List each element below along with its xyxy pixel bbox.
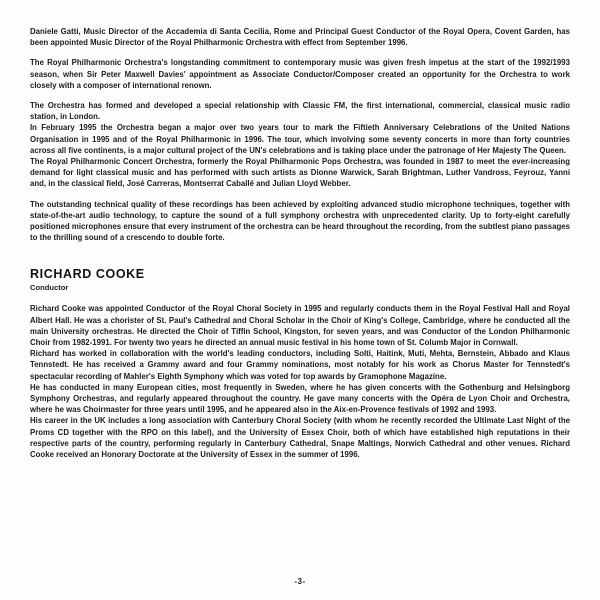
paragraph-contemporary-music: The Royal Philharmonic Orchestra's longstanding commitment to contemporary music was given fresh impetus at the start of the 1992/1993 season, when Sir Peter Maxwell Davies' appointment as Associate Conductor/Composer created an opportunity for the Orchestra to work closely with a composer of international renown.	[30, 58, 570, 90]
section-subtitle-conductor: Conductor	[30, 283, 69, 293]
paragraph-cooke-european-cities: He has conducted in many European cities, most frequently in Sweden, where he has given concerts with the Gothenburg and Helsingborg Symphony Orchestras, and regularly appeared throughout the country. He gave many concerts with the Opéra de Lyon Choir and Orchestra, where he was Choirmaster for three years until 1995, and he appeared also in the Aix-en-Provence festivals of 1992 and 1993.	[30, 382, 570, 415]
paragraph-cooke-uk-career: His career in the UK includes a long association with Canterbury Choral Society (with whom he recently recorded the Ultimate Last Night of the Proms CD together with the RPO on this label), and the University of Essex Choir, both of which have established high reputations in their respective parts of the country, performing regularly in Canterbury Cathedral, Snape Maltings, Norwich Cathedral and other venues. Richard Cooke received an Honorary Doctorate at the University of Essex in the summer of 1996.	[30, 416, 570, 460]
richard-cooke-biography	[30, 303, 570, 460]
paragraph-un-tour: In February 1995 the Orchestra began a major over two years tour to mark the Fiftieth Anniversary Celebrations of the United Nations Organisation in 1995 and of the Royal Philharmonic in 1996. The tour, which involving some seventy concerts in more than forty countries across all five continents, is a major cultural project of the UN's celebrations and is taking place under the patronage of Her Majesty The Queen.	[30, 123, 570, 155]
paragraph-cooke-collaboration: Richard has worked in collaboration with the world's leading conductors, including Solti, Haitink, Muti, Mehta, Bernstein, Abbado and Klaus Tennstedt. He has received a Grammy award and four Grammy nominations, most notably for his work as Chorus Master for Tennstedt's spectacular recording of Mahler's Eighth Symphony which was voted for top awards by Gramophone Magazine.	[30, 349, 570, 381]
paragraph-concert-orchestra: The Royal Philharmonic Concert Orchestra, formerly the Royal Philharmonic Pops Orchestra, was founded in 1987 to meet the ever-increasing demand for light classical music and has performed with such artists as Dionne Warwick, Sarah Brightman, Luther Vandross, Feyrouz, Yanni and, in the classical field, José Carreras, Montserrat Caballé and Julian Lloyd Webber.	[30, 157, 570, 189]
section-title-richard-cooke: RICHARD COOKE	[30, 267, 145, 282]
paragraph-technical-quality: The outstanding technical quality of these recordings has been achieved by exploiting advanced studio microphone techniques, together with state-of-the-art audio technology, to capture the sound of a full symphony orchestra with unprecedented clarity. Up to forty-eight carefully positioned microphones ensure that every instrument of the orchestra can be heard throughout the recording, from the subtlest piano passages to the thrilling sound of a crescendo to double forte.	[30, 199, 570, 243]
page-number: -3-	[294, 577, 306, 586]
paragraph-gatti: Daniele Gatti, Music Director of the Accademia di Santa Cecilia, Rome and Principal Guest Conductor of the Royal Opera, Covent Garden, has been appointed Music Director of the Royal Philharmonic Orchestra with effect from September 1996.	[30, 27, 570, 48]
paragraph-classic-fm: The Orchestra has formed and developed a special relationship with Classic FM, the first international, commercial, classical music radio station, in London.	[30, 101, 570, 122]
paragraph-cooke-appointment: Richard Cooke was appointed Conductor of the Royal Choral Society in 1995 and regularly conducts them in the Royal Festival Hall and Royal Albert Hall. He was a chorister of St. Paul's Cathedral and Choral Scholar in the Choir of King's College, Cambridge, where he conducted all the main University orchestras. He directed the Choir of Tiffin School, Kingston, for seven years, and was Conductor of the London Philharmonic Choir from 1982-1991. For twenty two years he directed an annual music festival in his home town of St. Columb Major in Cornwall.	[30, 304, 570, 348]
orchestra-block	[30, 100, 570, 190]
